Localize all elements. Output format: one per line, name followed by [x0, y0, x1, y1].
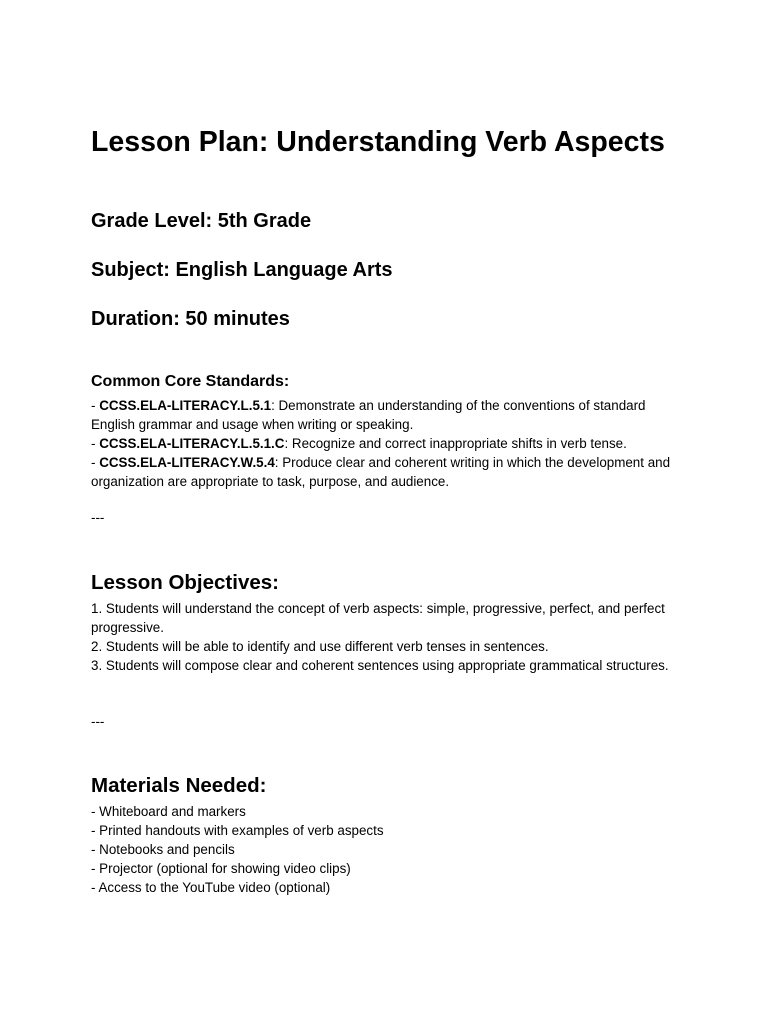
subject: Subject: English Language Arts [91, 259, 393, 281]
objectives-heading: Lesson Objectives: [91, 571, 279, 594]
standard-prefix: - [91, 436, 100, 451]
material-item: - Access to the YouTube video (optional) [91, 880, 331, 895]
standard-item [91, 434, 681, 453]
standard-text: : Produce clear and coherent writing in which the development and organization are appropriate to task, purpose, and audience. [91, 455, 671, 489]
material-item: - Whiteboard and markers [91, 804, 246, 819]
standard-item [91, 453, 681, 491]
material-item: - Notebooks and pencils [91, 842, 235, 857]
objectives-list [91, 599, 681, 675]
standard-text: : Demonstrate an understanding of the conventions of standard English grammar and usage when writing or speaking. [91, 398, 646, 432]
materials-list [91, 802, 681, 897]
standard-code: CCSS.ELA-LITERACY.L.5.1 [99, 398, 272, 413]
grade-level: Grade Level: 5th Grade [91, 210, 312, 232]
standard-prefix: - [91, 398, 100, 413]
objective-item: 3. Students will compose clear and coherent sentences using appropriate grammatical structures. [91, 658, 669, 673]
standard-item [91, 396, 681, 434]
standards-heading: Common Core Standards: [91, 373, 290, 390]
objective-item: 2. Students will be able to identify and use different verb tenses in sentences. [91, 639, 549, 654]
standard-code: CCSS.ELA-LITERACY.W.5.4 [99, 455, 275, 470]
objective-item: 1. Students will understand the concept of verb aspects: simple, progressive, perfect, and perfect progressive. [91, 601, 665, 635]
standards-list [91, 396, 681, 491]
section-separator: --- [91, 510, 105, 525]
standard-code: CCSS.ELA-LITERACY.L.5.1.C [99, 436, 285, 451]
standard-prefix: - [91, 455, 100, 470]
materials-heading: Materials Needed: [91, 774, 267, 797]
duration: Duration: 50 minutes [91, 308, 290, 330]
material-item: - Projector (optional for showing video clips) [91, 861, 351, 876]
page-title: Lesson Plan: Understanding Verb Aspects [91, 126, 665, 158]
material-item: - Printed handouts with examples of verb aspects [91, 823, 384, 838]
standard-text: : Recognize and correct inappropriate shifts in verb tense. [284, 436, 627, 451]
section-separator: --- [91, 714, 105, 729]
